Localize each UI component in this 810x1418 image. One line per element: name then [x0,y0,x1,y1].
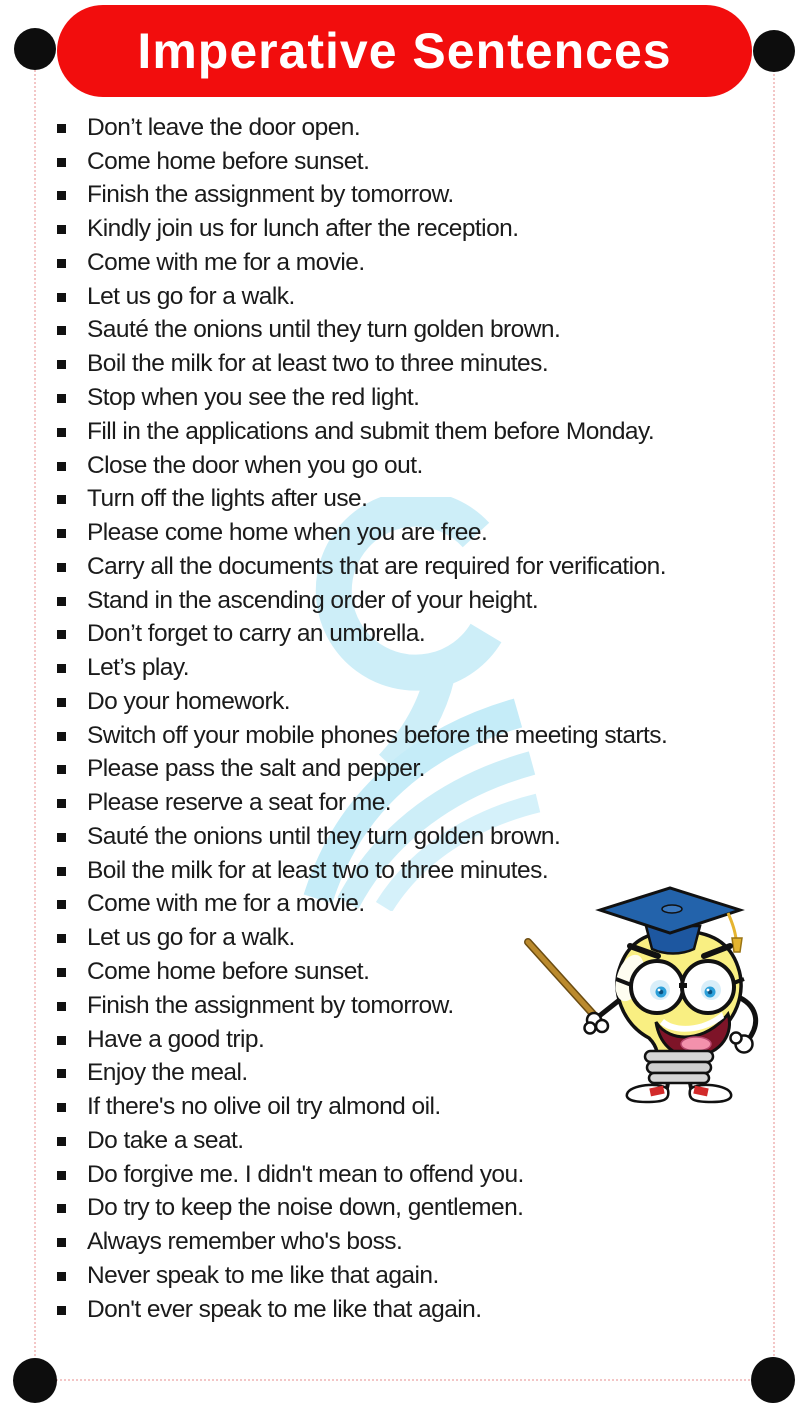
sentence-text: Turn off the lights after use. [87,485,368,513]
bullet-square-icon [57,799,66,808]
list-item [57,854,769,888]
list-item [57,381,769,415]
sentence-text: Kindly join us for lunch after the reception. [87,215,519,243]
bullet-square-icon [57,934,66,943]
sentence-text: Finish the assignment by tomorrow. [87,991,454,1019]
list-item [57,179,769,213]
bullet-square-icon [57,191,66,200]
bullet-square-icon [57,1069,66,1078]
bullet-square-icon [57,259,66,268]
list-item [57,415,769,449]
sentence-text: Don’t forget to carry an umbrella. [87,620,426,648]
sentence-text: Do forgive me. I didn't mean to offend you. [87,1160,524,1188]
sentence-text: Let us go for a walk. [87,282,295,310]
list-item [57,347,769,381]
list-item [57,280,769,314]
list-item [57,753,769,787]
bullet-square-icon [57,563,66,572]
list-item [57,820,769,854]
sentence-text: Boil the milk for at least two to three minutes. [87,350,549,378]
list-item [57,617,769,651]
list-item [57,719,769,753]
list-item [57,786,769,820]
sentence-list [57,111,769,1327]
sentence-text: Boil the milk for at least two to three minutes. [87,856,549,884]
sentence-text: If there's no olive oil try almond oil. [87,1093,441,1121]
corner-dot-bottom-right [751,1357,795,1403]
bullet-square-icon [57,462,66,471]
list-item [57,482,769,516]
list-item [57,1259,769,1293]
sentence-text: Finish the assignment by tomorrow. [87,181,454,209]
list-item [57,212,769,246]
list-item [57,246,769,280]
corner-dot-top-left [14,28,56,70]
sentence-text: Please come home when you are free. [87,519,488,547]
list-item [57,1293,769,1327]
list-item [57,449,769,483]
list-item [57,1124,769,1158]
bullet-square-icon [57,428,66,437]
sentence-text: Do take a seat. [87,1126,244,1154]
bullet-square-icon [57,732,66,741]
bullet-square-icon [57,1306,66,1315]
sentence-text: Don’t leave the door open. [87,113,361,141]
bullet-square-icon [57,360,66,369]
sentence-text: Come home before sunset. [87,147,370,175]
sentence-text: Fill in the applications and submit them before Monday. [87,417,655,445]
bullet-square-icon [57,900,66,909]
list-item [57,145,769,179]
bullet-square-icon [57,326,66,335]
bullet-square-icon [57,833,66,842]
bullet-square-icon [57,664,66,673]
sentence-text: Always remember who's boss. [87,1228,403,1256]
dotted-border-bottom [35,1379,774,1381]
dotted-border-left [34,49,36,1380]
sentence-text: Do try to keep the noise down, gentlemen. [87,1194,524,1222]
list-item [57,550,769,584]
sentence-text: Come with me for a movie. [87,890,365,918]
sentence-text: Sauté the onions until they turn golden brown. [87,822,561,850]
bullet-square-icon [57,1272,66,1281]
bullet-square-icon [57,158,66,167]
dotted-border-right [773,49,775,1380]
corner-dot-top-right [753,30,795,72]
bullet-square-icon [57,1238,66,1247]
sentence-text: Enjoy the meal. [87,1059,248,1087]
list-item [57,516,769,550]
bullet-square-icon [57,1204,66,1213]
bullet-square-icon [57,1171,66,1180]
title-banner [57,5,752,97]
bullet-square-icon [57,1103,66,1112]
sentence-text: Close the door when you go out. [87,451,423,479]
sentence-text: Please reserve a seat for me. [87,789,392,817]
bullet-square-icon [57,394,66,403]
page-title: Imperative Sentences [137,23,672,79]
sentence-text: Carry all the documents that are required for verification. [87,552,666,580]
list-item [57,1192,769,1226]
sentence-text: Stop when you see the red light. [87,384,420,411]
bullet-square-icon [57,630,66,639]
bullet-square-icon [57,1002,66,1011]
bullet-square-icon [57,765,66,774]
sentence-text: Have a good trip. [87,1025,265,1053]
list-item [57,111,769,145]
sentence-text: Let’s play. [87,654,189,682]
list-item [57,314,769,348]
list-item [57,1225,769,1259]
sentence-text: Don't ever speak to me like that again. [87,1295,482,1323]
bullet-square-icon [57,529,66,538]
bullet-square-icon [57,698,66,707]
bullet-square-icon [57,1036,66,1045]
sentence-text: Do your homework. [87,687,291,715]
list-item [57,1158,769,1192]
bullet-square-icon [57,867,66,876]
bullet-square-icon [57,597,66,606]
bullet-square-icon [57,225,66,234]
list-item [57,685,769,719]
sentence-text: Come with me for a movie. [87,248,365,276]
sentence-text: Come home before sunset. [87,958,370,986]
bullet-square-icon [57,293,66,302]
sentence-text: Please pass the salt and pepper. [87,755,425,783]
sentence-text: Switch off your mobile phones before the meeting starts. [87,721,668,749]
sentence-text: Stand in the ascending order of your height. [87,586,539,614]
bullet-square-icon [57,124,66,133]
sentence-text: Sauté the onions until they turn golden brown. [87,316,561,344]
bullet-square-icon [57,495,66,504]
sentence-text: Never speak to me like that again. [87,1261,439,1289]
sentence-text: Let us go for a walk. [87,924,295,952]
bullet-square-icon [57,968,66,977]
list-item [57,584,769,618]
bullet-square-icon [57,1137,66,1146]
corner-dot-bottom-left [13,1358,57,1403]
lightbulb-mascot-icon [518,886,776,1104]
list-item [57,651,769,685]
